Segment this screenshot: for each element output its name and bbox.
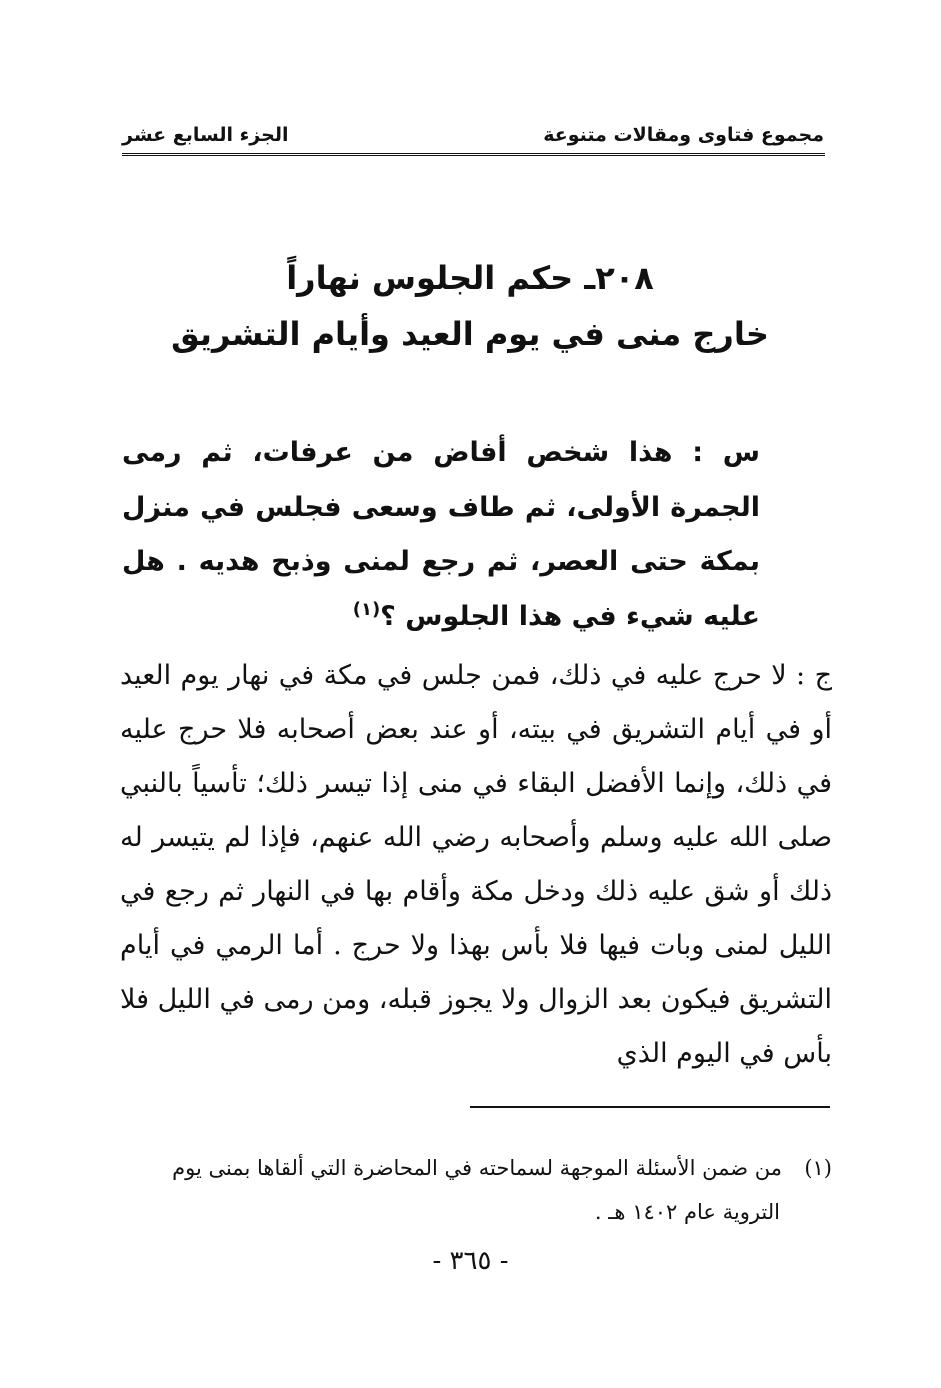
footnote	[122, 1146, 832, 1234]
footnote-number: (١)	[804, 1156, 832, 1180]
footnote-line-1	[122, 1146, 832, 1190]
question-text: س : هذا شخص أفاض من عرفات، ثم رمى الجمرة الأولى، ثم طاف وسعى فجلس في منزل بمكة حتى العصر، ثم رجع لمنى وذبح هديه . هل عليه شيء في هذا الجلوس ؟	[122, 437, 760, 632]
fatwa-title	[150, 250, 790, 362]
book-title: مجموع فتاوى ومقالات متنوعة	[543, 124, 824, 146]
fatwa-title-line-2: خارج منى في يوم العيد وأيام التشريق	[171, 315, 769, 353]
answer-paragraph	[120, 649, 832, 1081]
footnote-reference: (١)	[352, 598, 381, 620]
answer-text: ج : لا حرج عليه في ذلك، فمن جلس في مكة في نهار يوم العيد أو في أيام التشريق في بيته، أو عند بعض أصحابه فلا حرج عليه في ذلك، وإنما الأفضل البقاء في منى إذا تيسر ذلك؛ تأسياً بالنبي صلى الله عليه وسلم وأصحابه رضي الله عنهم، فإذا لم يتيسر له ذلك أو شق عليه ذلك ودخل مكة وأقام بها في النهار ثم رجع في الليل لمنى وبات فيها فلا بأس بهذا ولا حرج . أما الرمي في أيام التشريق فيكون بعد الزوال ولا يجوز قبله، ومن رمى في الليل فلا بأس في اليوم الذي	[120, 660, 833, 1069]
running-header	[122, 124, 824, 152]
volume-label: الجزء السابع عشر	[122, 124, 289, 146]
page-number: - ٣٦٥ -	[432, 1246, 509, 1276]
header-divider	[122, 153, 825, 156]
question-paragraph	[122, 426, 760, 644]
footnote-text-1: من ضمن الأسئلة الموجهة لسماحته في المحاضرة التي ألقاها بمنى يوم	[172, 1156, 782, 1180]
fatwa-title-line-1: ٢٠٨ـ حكم الجلوس نهاراً	[286, 259, 654, 297]
footnote-line-2: التروية عام ١٤٠٢ هـ .	[594, 1200, 780, 1224]
footnote-divider	[470, 1106, 830, 1108]
